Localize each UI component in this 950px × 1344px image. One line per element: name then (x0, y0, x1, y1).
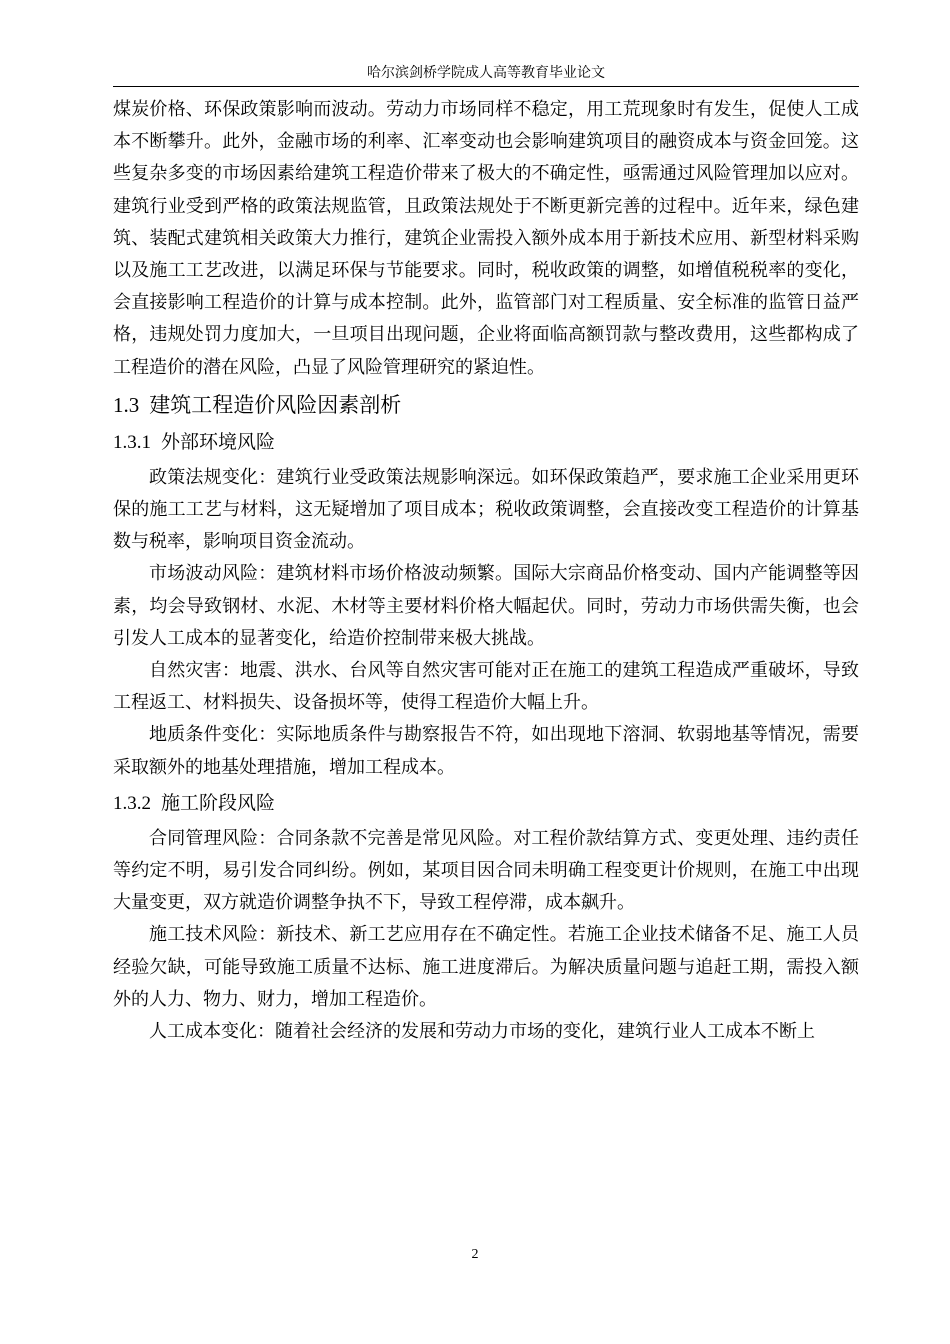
section-heading-1-3 (113, 388, 859, 422)
header-rule (113, 86, 859, 87)
paragraph-market-risk: 市场波动风险：建筑材料市场价格波动频繁。国际大宗商品价格变动、国内产能调整等因素，均会导致钢材、水泥、木材等主要材料价格大幅起伏。同时，劳动力市场供需失衡，也会引发人工成本的显著变化，给造价控制带来极大挑战。 (113, 563, 859, 649)
section-number: 1.3 (113, 392, 140, 417)
running-header: 哈尔滨剑桥学院成人高等教育毕业论文 (367, 65, 605, 81)
subsection-title: 施工阶段风险 (161, 791, 276, 814)
page-number: 2 (471, 1247, 479, 1262)
paragraph-policy-change: 政策法规变化：建筑行业受政策法规影响深远。如环保政策趋严，要求施工企业采用更环保的施工工艺与材料，这无疑增加了项目成本；税收政策调整，会直接改变工程造价的计算基数与税率，影响项目资金流动。 (113, 466, 859, 553)
paragraph-continued: 煤炭价格、环保政策影响而波动。劳动力市场同样不稳定，用工荒现象时有发生，促使人工成本不断攀升。此外，金融市场的利率、汇率变动也会影响建筑项目的融资成本与资金回笼。这些复杂多变的市场因素给建筑工程造价带来了极大的不确定性，亟需通过风险管理加以应对。建筑行业受到严格的政策法规监管，且政策法规处于不断更新完善的过程中。近年来，绿色建筑、装配式建筑相关政策大力推行，建筑企业需投入额外成本用于新技术应用、新型材料采购以及施工工艺改进，以满足环保与节能要求。同时，税收政策的调整，如增值税税率的变化，会直接影响工程造价的计算与成本控制。此外，监管部门对工程质量、安全标准的监管日益严格，违规处罚力度加大，一旦项目出现问题，企业将面临高额罚款与整改费用，这些都构成了工程造价的潜在风险，凸显了风险管理研究的紧迫性。 (113, 99, 859, 378)
subsection-title: 外部环境风险 (161, 430, 276, 453)
subsection-heading-1-3-2 (113, 787, 859, 820)
paragraph-natural-disaster: 自然灾害：地震、洪水、台风等自然灾害可能对正在施工的建筑工程造成严重破坏，导致工程返工、材料损失、设备损坏等，使得工程造价大幅上升。 (113, 660, 859, 714)
section-title: 建筑工程造价风险因素剖析 (149, 392, 402, 417)
paragraph-labor-cost: 人工成本变化：随着社会经济的发展和劳动力市场的变化，建筑行业人工成本不断上 (149, 1021, 815, 1043)
subsection-number: 1.3.1 (113, 431, 151, 453)
paragraph-technical-risk: 施工技术风险：新技术、新工艺应用存在不确定性。若施工企业技术储备不足、施工人员经验欠缺，可能导致施工质量不达标、施工进度滞后。为解决质量问题与追赶工期，需投入额外的人力、物力、财力，增加工程造价。 (113, 924, 859, 1010)
subsection-number: 1.3.2 (113, 792, 151, 814)
paragraph-contract-risk: 合同管理风险：合同条款不完善是常见风险。对工程价款结算方式、变更处理、违约责任等约定不明，易引发合同纠纷。例如，某项目因合同未明确工程变更计价规则，在施工中出现大量变更，双方就造价调整争执不下，导致工程停滞，成本飙升。 (113, 827, 859, 914)
paragraph-geology-change: 地质条件变化：实际地质条件与勘察报告不符，如出现地下溶洞、软弱地基等情况，需要采取额外的地基处理措施，增加工程成本。 (113, 724, 859, 778)
page-body (113, 94, 859, 1048)
subsection-heading-1-3-1 (113, 426, 859, 459)
